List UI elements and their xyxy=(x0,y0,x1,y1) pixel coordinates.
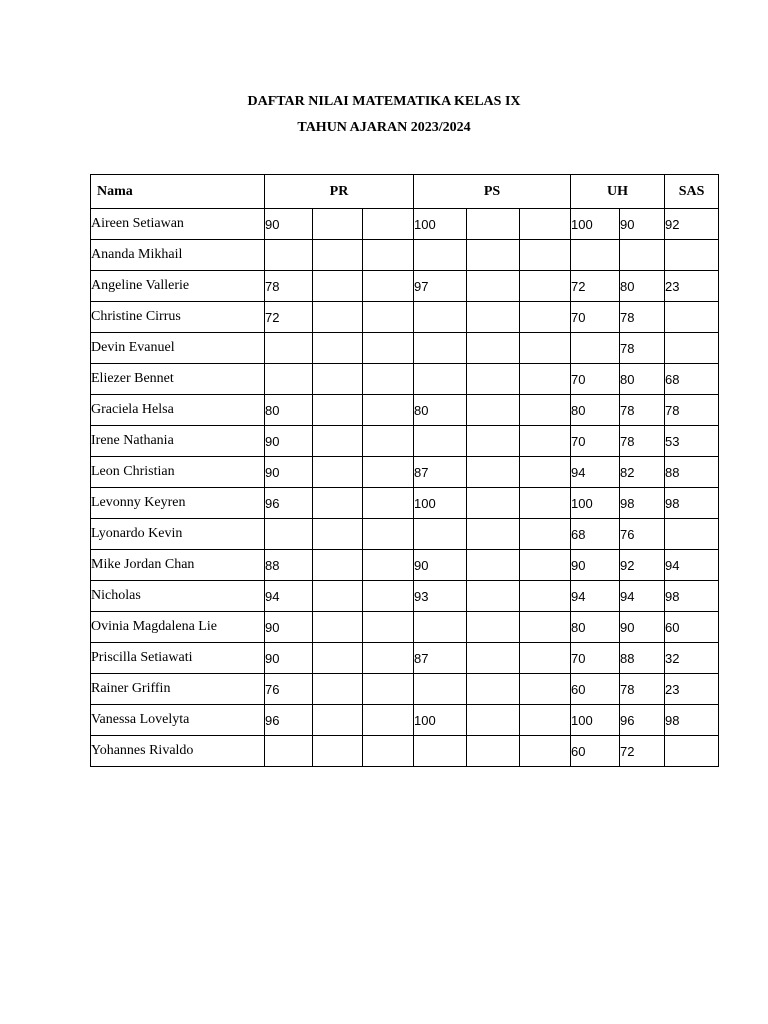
table-row xyxy=(91,705,719,736)
uh-score-1: 94 xyxy=(571,581,620,612)
student-name: Devin Evanuel xyxy=(91,333,265,364)
ps-score-1: 100 xyxy=(414,705,467,736)
ps-score-3 xyxy=(520,612,571,643)
ps-score-1: 100 xyxy=(414,209,467,240)
ps-score-1 xyxy=(414,333,467,364)
uh-score-1: 70 xyxy=(571,643,620,674)
uh-score-2: 88 xyxy=(620,643,665,674)
pr-score-3 xyxy=(363,736,414,767)
uh-score-2: 90 xyxy=(620,209,665,240)
pr-score-2 xyxy=(313,705,363,736)
pr-score-1: 78 xyxy=(265,271,313,302)
student-name: Eliezer Bennet xyxy=(91,364,265,395)
uh-score-2: 78 xyxy=(620,333,665,364)
table-row xyxy=(91,271,719,302)
header-uh: UH xyxy=(571,175,665,209)
uh-score-1: 72 xyxy=(571,271,620,302)
ps-score-3 xyxy=(520,426,571,457)
pr-score-2 xyxy=(313,302,363,333)
ps-score-2 xyxy=(467,209,520,240)
uh-score-2: 98 xyxy=(620,488,665,519)
pr-score-3 xyxy=(363,209,414,240)
pr-score-1 xyxy=(265,333,313,364)
sas-score: 94 xyxy=(665,550,719,581)
pr-score-3 xyxy=(363,550,414,581)
student-name: Nicholas xyxy=(91,581,265,612)
page-subtitle: TAHUN AJARAN 2023/2024 xyxy=(297,120,471,135)
ps-score-1 xyxy=(414,674,467,705)
uh-score-1: 80 xyxy=(571,395,620,426)
pr-score-3 xyxy=(363,240,414,271)
uh-score-2 xyxy=(620,240,665,271)
pr-score-2 xyxy=(313,209,363,240)
student-name: Vanessa Lovelyta xyxy=(91,705,265,736)
student-name: Aireen Setiawan xyxy=(91,209,265,240)
student-name: Priscilla Setiawati xyxy=(91,643,265,674)
page-title: DAFTAR NILAI MATEMATIKA KELAS IX xyxy=(247,94,521,109)
table-row xyxy=(91,519,719,550)
pr-score-2 xyxy=(313,674,363,705)
uh-score-2: 78 xyxy=(620,674,665,705)
ps-score-3 xyxy=(520,550,571,581)
table-row xyxy=(91,240,719,271)
pr-score-2 xyxy=(313,488,363,519)
pr-score-1: 94 xyxy=(265,581,313,612)
ps-score-3 xyxy=(520,209,571,240)
ps-score-2 xyxy=(467,488,520,519)
pr-score-3 xyxy=(363,364,414,395)
pr-score-3 xyxy=(363,643,414,674)
pr-score-3 xyxy=(363,519,414,550)
ps-score-3 xyxy=(520,302,571,333)
ps-score-2 xyxy=(467,612,520,643)
sas-score: 32 xyxy=(665,643,719,674)
ps-score-1: 87 xyxy=(414,643,467,674)
pr-score-3 xyxy=(363,395,414,426)
student-name: Ovinia Magdalena Lie xyxy=(91,612,265,643)
uh-score-2: 94 xyxy=(620,581,665,612)
pr-score-3 xyxy=(363,581,414,612)
table-row xyxy=(91,395,719,426)
student-name: Christine Cirrus xyxy=(91,302,265,333)
sas-score: 53 xyxy=(665,426,719,457)
uh-score-1: 60 xyxy=(571,736,620,767)
pr-score-1 xyxy=(265,364,313,395)
sas-score xyxy=(665,302,719,333)
pr-score-1: 88 xyxy=(265,550,313,581)
ps-score-2 xyxy=(467,674,520,705)
table-row xyxy=(91,581,719,612)
pr-score-1 xyxy=(265,240,313,271)
pr-score-1: 76 xyxy=(265,674,313,705)
ps-score-1 xyxy=(414,426,467,457)
header-pr: PR xyxy=(265,175,414,209)
student-name: Ananda Mikhail xyxy=(91,240,265,271)
ps-score-2 xyxy=(467,643,520,674)
ps-score-1 xyxy=(414,519,467,550)
ps-score-2 xyxy=(467,519,520,550)
sas-score: 78 xyxy=(665,395,719,426)
pr-score-2 xyxy=(313,426,363,457)
ps-score-3 xyxy=(520,457,571,488)
student-name: Levonny Keyren xyxy=(91,488,265,519)
uh-score-2: 78 xyxy=(620,395,665,426)
ps-score-3 xyxy=(520,643,571,674)
uh-score-1: 100 xyxy=(571,705,620,736)
ps-score-2 xyxy=(467,395,520,426)
ps-score-2 xyxy=(467,457,520,488)
uh-score-1: 60 xyxy=(571,674,620,705)
ps-score-2 xyxy=(467,581,520,612)
table-row xyxy=(91,364,719,395)
ps-score-3 xyxy=(520,581,571,612)
uh-score-2: 72 xyxy=(620,736,665,767)
ps-score-2 xyxy=(467,426,520,457)
sas-score xyxy=(665,333,719,364)
ps-score-2 xyxy=(467,333,520,364)
ps-score-1: 97 xyxy=(414,271,467,302)
pr-score-2 xyxy=(313,643,363,674)
uh-score-2: 82 xyxy=(620,457,665,488)
header-nama: Nama xyxy=(91,175,265,209)
pr-score-3 xyxy=(363,674,414,705)
pr-score-2 xyxy=(313,612,363,643)
ps-score-1 xyxy=(414,612,467,643)
sas-score: 23 xyxy=(665,674,719,705)
uh-score-2: 80 xyxy=(620,364,665,395)
uh-score-1: 90 xyxy=(571,550,620,581)
sas-score: 98 xyxy=(665,581,719,612)
student-name: Angeline Vallerie xyxy=(91,271,265,302)
pr-score-2 xyxy=(313,736,363,767)
table-row xyxy=(91,612,719,643)
ps-score-3 xyxy=(520,736,571,767)
pr-score-1: 90 xyxy=(265,643,313,674)
ps-score-1 xyxy=(414,364,467,395)
sas-score xyxy=(665,240,719,271)
ps-score-1 xyxy=(414,240,467,271)
ps-score-3 xyxy=(520,333,571,364)
uh-score-2: 96 xyxy=(620,705,665,736)
uh-score-2: 80 xyxy=(620,271,665,302)
ps-score-1: 93 xyxy=(414,581,467,612)
uh-score-1: 100 xyxy=(571,209,620,240)
ps-score-1 xyxy=(414,736,467,767)
ps-score-3 xyxy=(520,395,571,426)
pr-score-3 xyxy=(363,488,414,519)
pr-score-3 xyxy=(363,333,414,364)
uh-score-1: 70 xyxy=(571,426,620,457)
sas-score: 98 xyxy=(665,488,719,519)
student-name: Irene Nathania xyxy=(91,426,265,457)
ps-score-2 xyxy=(467,550,520,581)
ps-score-2 xyxy=(467,302,520,333)
pr-score-1: 96 xyxy=(265,705,313,736)
uh-score-2: 76 xyxy=(620,519,665,550)
pr-score-2 xyxy=(313,333,363,364)
student-name: Lyonardo Kevin xyxy=(91,519,265,550)
pr-score-2 xyxy=(313,550,363,581)
pr-score-1: 72 xyxy=(265,302,313,333)
uh-score-1: 70 xyxy=(571,364,620,395)
ps-score-1 xyxy=(414,302,467,333)
pr-score-1: 90 xyxy=(265,612,313,643)
ps-score-2 xyxy=(467,705,520,736)
sas-score: 23 xyxy=(665,271,719,302)
uh-score-1 xyxy=(571,240,620,271)
pr-score-2 xyxy=(313,581,363,612)
pr-score-3 xyxy=(363,612,414,643)
sas-score: 92 xyxy=(665,209,719,240)
ps-score-3 xyxy=(520,240,571,271)
uh-score-2: 78 xyxy=(620,426,665,457)
student-name: Yohannes Rivaldo xyxy=(91,736,265,767)
ps-score-2 xyxy=(467,364,520,395)
pr-score-1: 80 xyxy=(265,395,313,426)
pr-score-2 xyxy=(313,519,363,550)
pr-score-2 xyxy=(313,395,363,426)
pr-score-1: 90 xyxy=(265,209,313,240)
table-row xyxy=(91,736,719,767)
uh-score-1: 70 xyxy=(571,302,620,333)
pr-score-1: 90 xyxy=(265,457,313,488)
uh-score-1: 100 xyxy=(571,488,620,519)
pr-score-2 xyxy=(313,271,363,302)
ps-score-1: 100 xyxy=(414,488,467,519)
pr-score-3 xyxy=(363,271,414,302)
ps-score-1: 87 xyxy=(414,457,467,488)
table-row xyxy=(91,457,719,488)
sas-score: 98 xyxy=(665,705,719,736)
table-row xyxy=(91,426,719,457)
table-row xyxy=(91,550,719,581)
ps-score-3 xyxy=(520,488,571,519)
table-row xyxy=(91,488,719,519)
ps-score-1: 90 xyxy=(414,550,467,581)
pr-score-1 xyxy=(265,736,313,767)
pr-score-2 xyxy=(313,364,363,395)
uh-score-2: 92 xyxy=(620,550,665,581)
table-body xyxy=(91,209,719,767)
table-row xyxy=(91,674,719,705)
uh-score-1 xyxy=(571,333,620,364)
ps-score-3 xyxy=(520,364,571,395)
pr-score-2 xyxy=(313,457,363,488)
uh-score-1: 80 xyxy=(571,612,620,643)
student-name: Rainer Griffin xyxy=(91,674,265,705)
header-ps: PS xyxy=(414,175,571,209)
pr-score-1 xyxy=(265,519,313,550)
sas-score: 68 xyxy=(665,364,719,395)
sas-score: 60 xyxy=(665,612,719,643)
ps-score-3 xyxy=(520,705,571,736)
pr-score-3 xyxy=(363,705,414,736)
ps-score-3 xyxy=(520,271,571,302)
student-name: Graciela Helsa xyxy=(91,395,265,426)
uh-score-1: 68 xyxy=(571,519,620,550)
pr-score-3 xyxy=(363,426,414,457)
pr-score-1: 90 xyxy=(265,426,313,457)
sas-score: 88 xyxy=(665,457,719,488)
uh-score-2: 90 xyxy=(620,612,665,643)
student-name: Leon Christian xyxy=(91,457,265,488)
table-header-row xyxy=(91,175,719,209)
ps-score-1: 80 xyxy=(414,395,467,426)
pr-score-2 xyxy=(313,240,363,271)
uh-score-1: 94 xyxy=(571,457,620,488)
table-row xyxy=(91,209,719,240)
sas-score xyxy=(665,736,719,767)
pr-score-1: 96 xyxy=(265,488,313,519)
header-sas: SAS xyxy=(665,175,719,209)
ps-score-2 xyxy=(467,240,520,271)
student-name: Mike Jordan Chan xyxy=(91,550,265,581)
ps-score-3 xyxy=(520,519,571,550)
ps-score-2 xyxy=(467,736,520,767)
pr-score-3 xyxy=(363,457,414,488)
table-row xyxy=(91,302,719,333)
ps-score-3 xyxy=(520,674,571,705)
table-row xyxy=(91,333,719,364)
ps-score-2 xyxy=(467,271,520,302)
pr-score-3 xyxy=(363,302,414,333)
table-row xyxy=(91,643,719,674)
uh-score-2: 78 xyxy=(620,302,665,333)
sas-score xyxy=(665,519,719,550)
grades-table xyxy=(90,174,719,767)
